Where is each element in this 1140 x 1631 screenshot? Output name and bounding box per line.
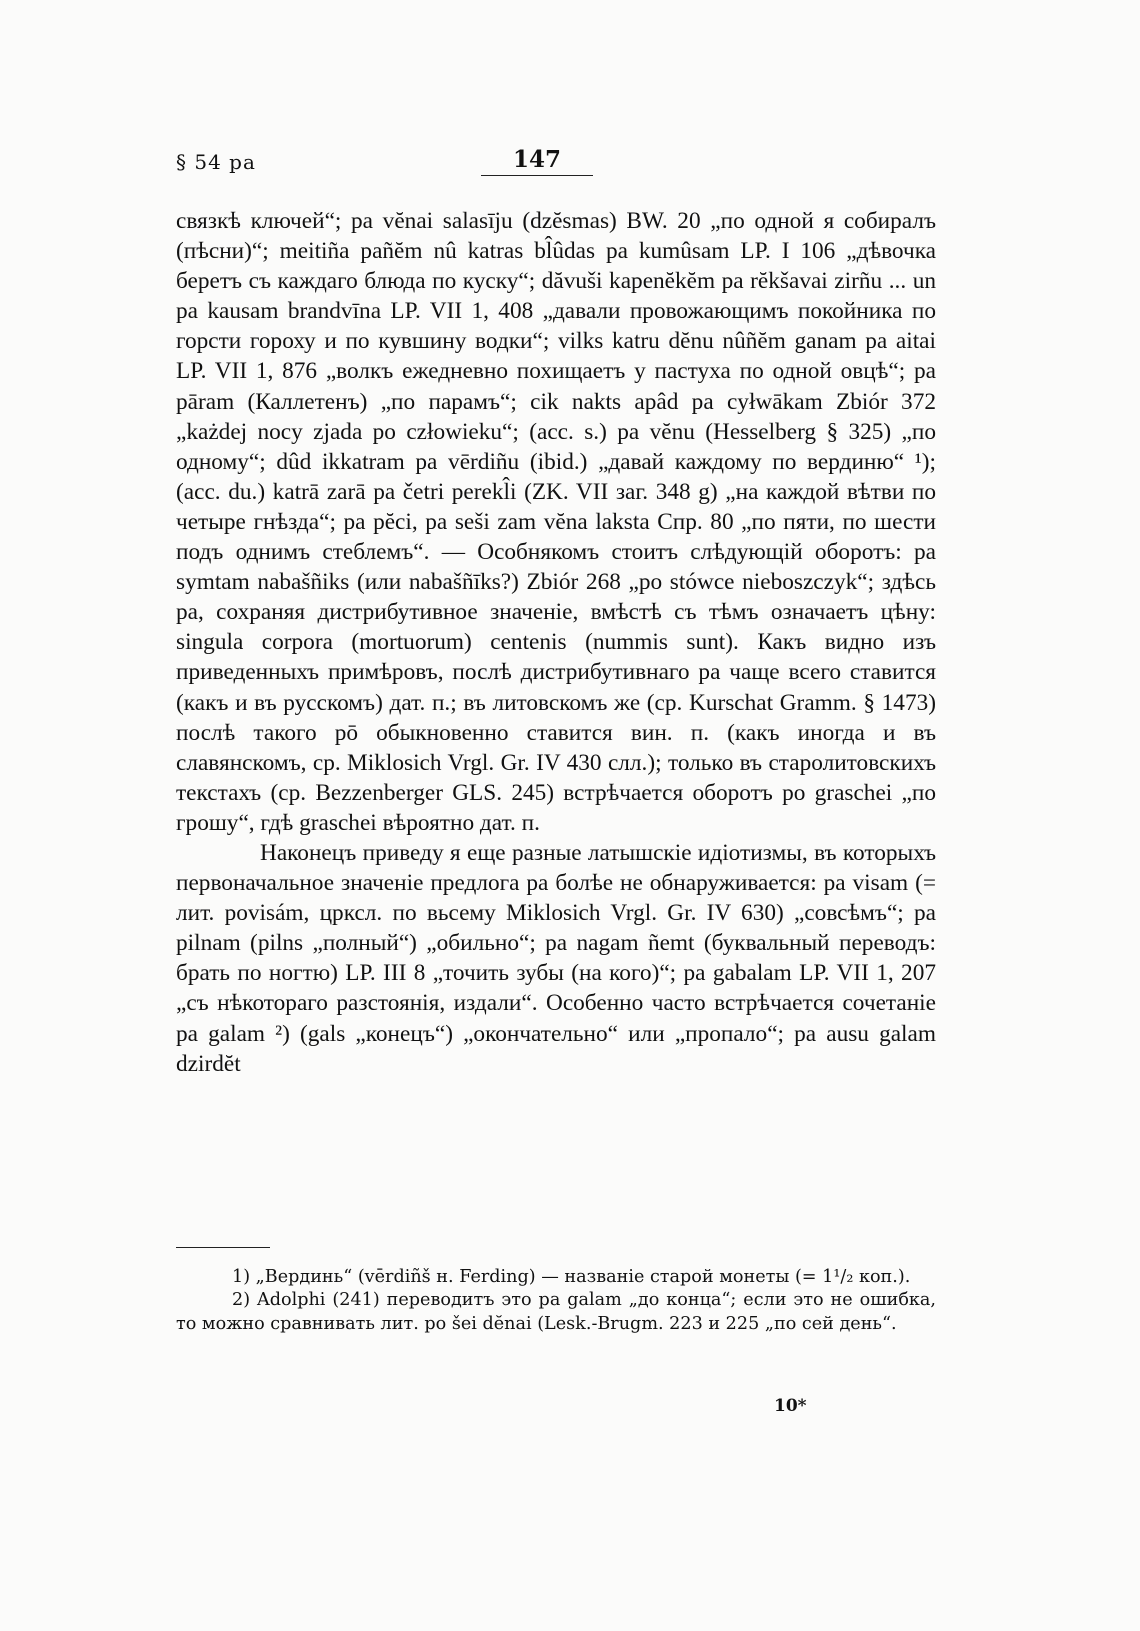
footnote: 2) Adolphi (241) переводитъ это pa galam „до конца“; если это не ошибка, то можно сравнивать лит. po šei dĕnai (Lesk.-Brugm. 223 и 225 „по сей день“.: [176, 1290, 936, 1334]
footnote-divider: [176, 1247, 270, 1248]
section-label: § 54 pa: [176, 150, 256, 174]
footnote: 1) „Вердинь“ (vērdiñš н. Ferding) — названіе старой монеты (= 1¹/₂ коп.).: [232, 1267, 911, 1287]
running-header: [176, 146, 946, 184]
paragraph: Наконецъ приведу я еще разные латышскіе идіотизмы, въ которыхъ первоначальное значеніе предлога pa болѣе не обнаруживается: pa visam (= лит. povisám, црксл. по вьсему Miklosich Vrgl. Gr. IV 630) „совсѣмъ“; pa pilnam (pilns „полный“) „обильно“; pa nagam ñemt (буквальный переводъ: брать по ногтю) LP. III 8 „точить зубы (на кого)“; pa gabalam LP. VII 1, 207 „съ нѣкотораго разстоянія, издали“. Особенно часто встрѣчается сочетаніе pa galam ²) (gals „конецъ“) „окончательно“ или „пропало“; pa ausu galam dzirdĕt: [176, 839, 936, 1077]
paragraph: связкѣ ключей“; pa vĕnai salasīju (dzĕsmas) BW. 20 „по одной я собиралъ (пѣсни)“; meitiña pañĕm nû katras bl̂ûdas pa kumûsam LP. I 106 „дѣвочка беретъ съ каждаго блюда по куску“; dăvuši kapenĕkĕm pa rĕkšavai zirñu ... un pa kausam brandvīna LP. VII 1, 408 „давали провожающимъ покойника по горсти гороху и по кувшину водки“; vilks katru dĕnu nûñĕm ganam pa aitai LP. VII 1, 876 „волкъ ежедневно похищаетъ у пастуха по одной овцѣ“; pa pāram (Каллетенъ) „по парамъ“; cik nakts apâd pa cyłwākam Zbiór 372 „każdej nocy zjada po człowieku“; (acc. s.) pa vĕnu (Hesselberg § 325) „по одному“; dûd ikkatram pa vērdiñu (ibid.) „давай каждому по вердиню“ ¹); (acc. du.) katrā zarā pa četri perekl̂i (ZK. VII заг. 348 g) „на каждой вѣтви по четыре гнѣзда“; pa pĕci, pa seši zam vĕna laksta Спр. 80 „по пяти, по шести подъ однимъ стеблемъ“. — Особнякомъ стоитъ слѣдующій оборотъ: pa symtam nabašñiks (или nabašñīks?) Zbiór 268 „po stówce nieboszczyk“; здѣсь pa, сохраняя дистрибутивное значеніе, вмѣстѣ съ тѣмъ означаетъ цѣну: singula corpora (mortuorum) centenis (nummis sunt). Какъ видно изъ приведенныхъ примѣровъ, послѣ дистрибутивнаго pa чаще всего ставится (какъ и въ русскомъ) дат. п.; въ литовскомъ же (ср. Kurschat Gramm. § 1473) послѣ такого pō обыкновенно ставится вин. п. (какъ иногда и въ славянскомъ, ср. Miklosich Vrgl. Gr. IV 430 слл.); только въ старолитовскихъ текстахъ (ср. Bezzenberger GLS. 245) встрѣчается оборотъ po graschei „по грошу“, гдѣ graschei вѣроятно дат. п.: [176, 208, 936, 836]
signature-mark: 10*: [774, 1396, 807, 1416]
footnotes: [176, 1266, 936, 1336]
page-number: 147: [481, 146, 593, 176]
main-text: [176, 206, 936, 1079]
